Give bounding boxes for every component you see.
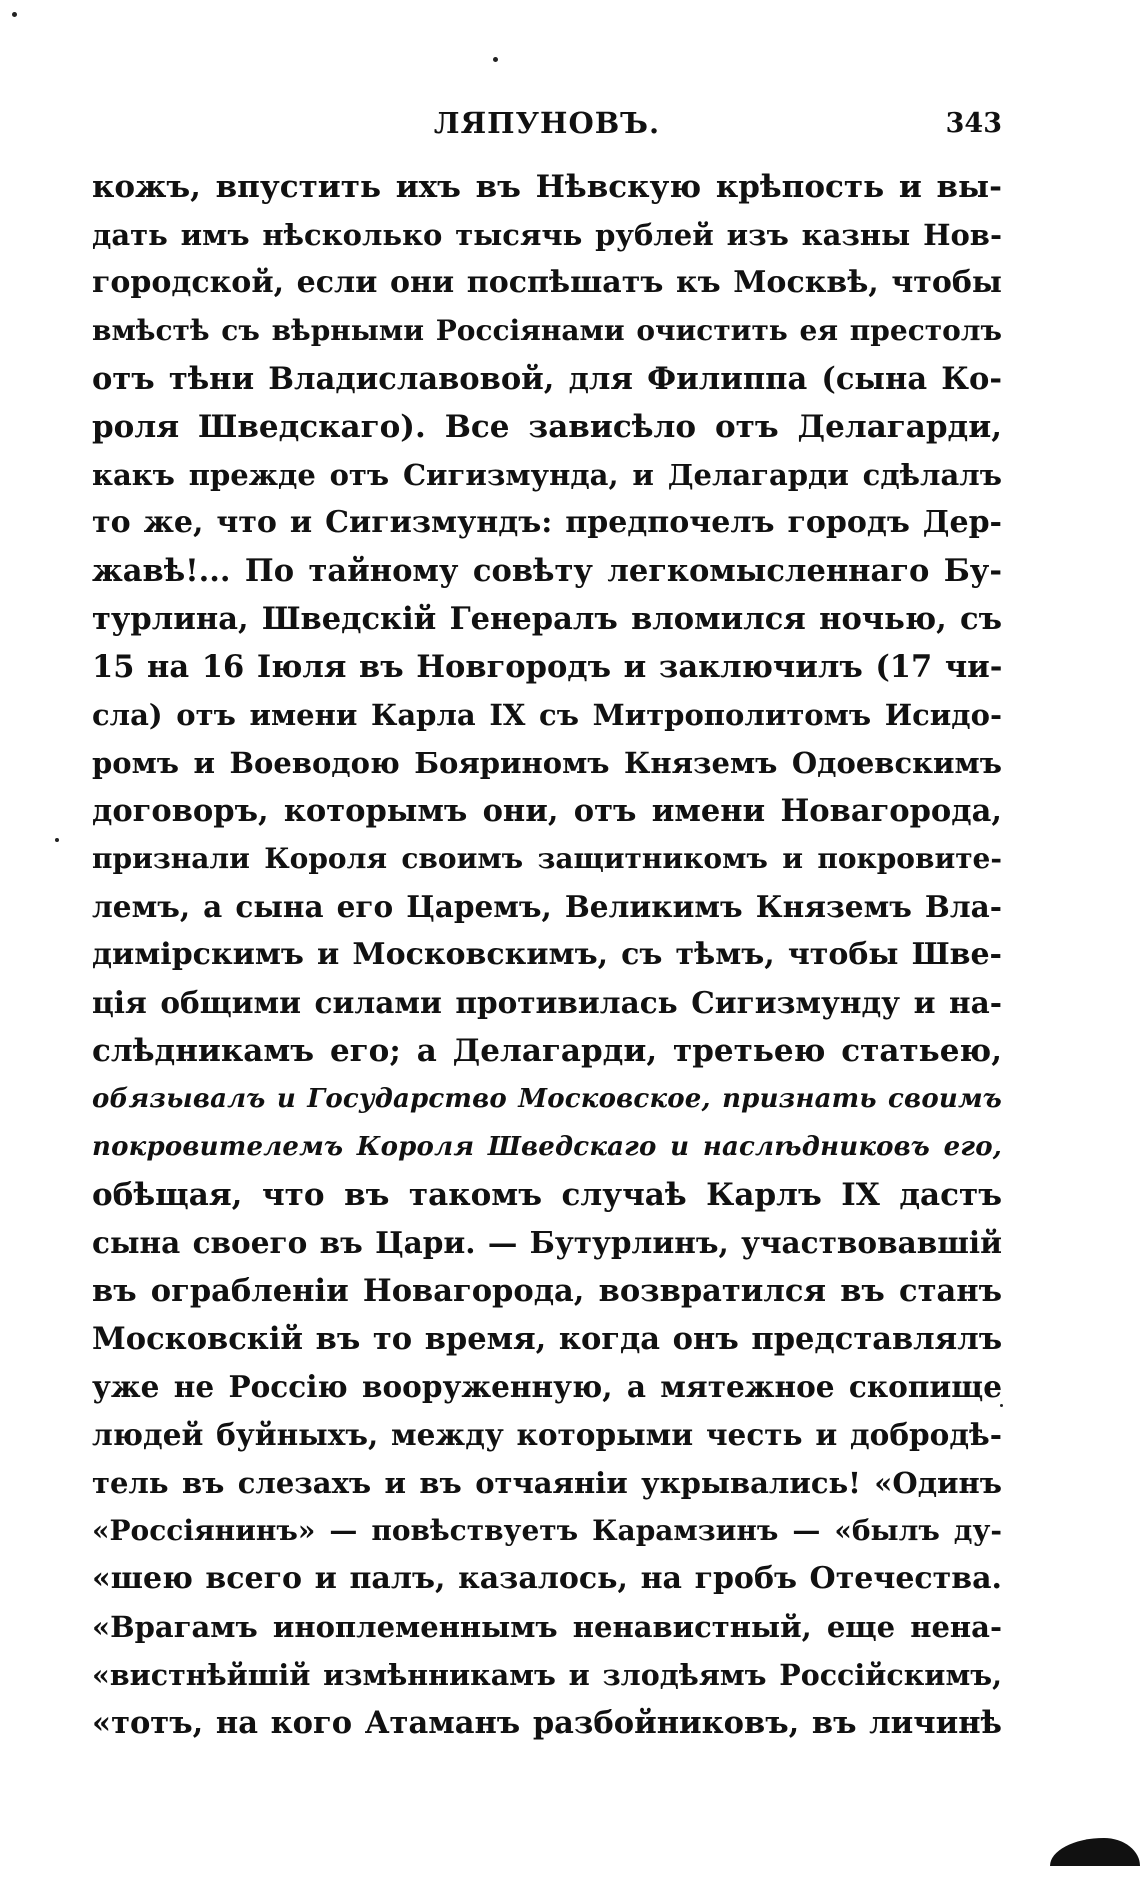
text-line: дать имъ нѣсколько тысячь рублей изъ казны Нов- — [92, 218, 1002, 252]
text-line: «тотъ, на кого Атаманъ разбойниковъ, въ личинѣ — [92, 1705, 1002, 1741]
text-line: ція общими силами противилась Сигизмунду и на- — [92, 985, 1002, 1020]
text-line: признали Короля своимъ защитникомъ и покровите- — [92, 842, 1002, 875]
text-line: обѣщая, что въ такомъ случаѣ Карлъ IX дастъ — [92, 1177, 1002, 1213]
text-line: кожъ, впустить ихъ въ Нѣвскую крѣпость и вы- — [92, 169, 1002, 205]
text-line: «Россіянинъ» — повѣствуетъ Карамзинъ — «былъ ду- — [92, 1514, 1002, 1547]
text-line: лемъ, а сына его Царемъ, Великимъ Княземъ Вла- — [92, 889, 1002, 924]
print-speck — [12, 12, 17, 17]
running-title: ЛЯПУНОВЪ. — [433, 106, 661, 140]
text-line: слѣдникамъ его; а Делагарди, третьею статьею, — [92, 1033, 1002, 1069]
text-line: вмѣстѣ съ вѣрными Россіянами очистить ея престолъ — [92, 314, 1002, 347]
text-line: 15 на 16 Іюля въ Новгородъ и заключилъ (17 чи- — [92, 649, 1003, 685]
page-header — [92, 106, 1002, 142]
text-line: отъ тѣни Владиславовой, для Филиппа (сына Ко- — [92, 361, 1002, 397]
ink-blot — [1050, 1838, 1140, 1866]
body-text — [92, 163, 1002, 1747]
text-line: покровителемъ Короля Шведскаго и наслѣдниковъ его, — [92, 1132, 1002, 1162]
text-line: ромъ и Воеводою Бояриномъ Княземъ Одоевскимъ — [92, 746, 1002, 780]
text-line: «шею всего и палъ, казалось, на гробъ Отечества. — [92, 1561, 1002, 1596]
text-line: турлина, Шведскій Генералъ вломился ночью, съ — [92, 601, 1002, 637]
page-number: 343 — [945, 108, 1002, 139]
text-line: договоръ, которымъ они, отъ имени Новагорода, — [92, 793, 1002, 829]
text-line: роля Шведскаго). Все зависѣло отъ Делагарди, — [92, 409, 1002, 445]
text-line: Московскій въ то время, когда онъ представлялъ — [92, 1321, 1003, 1357]
text-line: въ ограбленіи Новагорода, возвратился въ станъ — [92, 1273, 1002, 1309]
print-speck — [493, 57, 498, 62]
print-speck — [1000, 1404, 1003, 1407]
text-line: «Врагамъ иноплеменнымъ ненавистный, еще нена- — [92, 1610, 1002, 1644]
text-line: то же, что и Сигизмундъ: предпочелъ городъ Дер- — [92, 505, 1002, 540]
text-line: сына своего въ Цари. — Бутурлинъ, участвовавшій — [92, 1225, 1002, 1260]
text-line: городской, если они поспѣшатъ къ Москвѣ, чтобы — [92, 265, 1002, 300]
text-line: димірскимъ и Московскимъ, съ тѣмъ, чтобы Шве- — [92, 937, 1002, 972]
text-line: сла) отъ имени Карла IX съ Митрополитомъ Исидо- — [92, 698, 1002, 732]
text-line: тель въ слезахъ и въ отчаяніи укрывались! «Одинъ — [92, 1466, 1002, 1500]
text-line: людей буйныхъ, между которыми честь и добродѣ- — [92, 1417, 1002, 1452]
text-line: какъ прежде отъ Сигизмунда, и Делагарди сдѣлалъ — [92, 458, 1002, 492]
text-line: обязывалъ и Государство Московское, признать своимъ — [92, 1084, 1002, 1114]
text-line: уже не Россію вооруженную, а мятежное скопище — [92, 1369, 1002, 1404]
text-line: жавѣ!... По тайному совѣту легкомысленнаго Бу- — [92, 553, 1002, 589]
print-speck — [55, 838, 59, 842]
text-line: «вистнѣйшій измѣнникамъ и злодѣямъ Россійскимъ, — [92, 1658, 1002, 1692]
